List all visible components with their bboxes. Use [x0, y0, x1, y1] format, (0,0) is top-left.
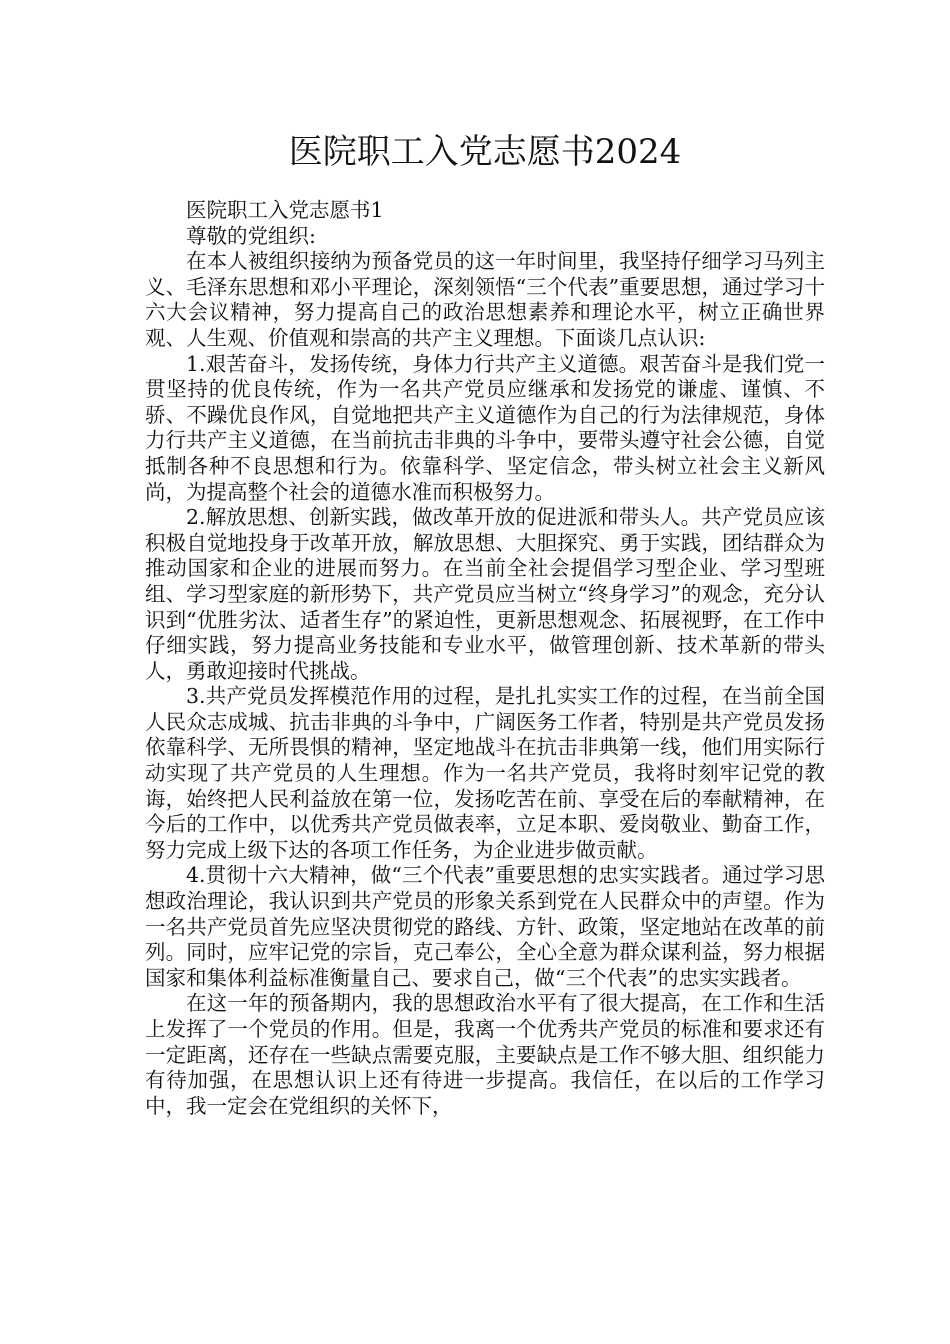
section-heading: 医院职工入党志愿书1: [186, 198, 384, 222]
document-page: [145, 0, 825, 1344]
document-body: [145, 198, 825, 1119]
paragraph-point-2: 2.解放思想、创新实践，做改革开放的促进派和带头人。共产党员应该积极自觉地投身于改革开放，解放思想、大胆探究、勇于实践，团结群众为推动国家和企业的进展而努力。在当前全社会提倡学习型企业、学习型班组、学习型家庭的新形势下，共产党员应当树立“终身学习”的观念，充分认识到“优胜劣汰、适者生存”的紧迫性，更新思想观念、拓展视野，在工作中仔细实践，努力提高业务技能和专业水平，做管理创新、技术革新的带头人，勇敢迎接时代挑战。: [145, 505, 825, 683]
salutation: 尊敬的党组织:: [186, 223, 316, 248]
paragraph-intro: 在本人被组织接纳为预备党员的这一年时间里，我坚持仔细学习马列主义、毛泽东思想和邓小平理论，深刻领悟“三个代表”重要思想，通过学习十六大会议精神，努力提高自己的政治思想素养和理论水平，树立正确世界观、人生观、价值观和崇高的共产主义理想。下面谈几点认识:: [145, 249, 825, 350]
paragraph-point-4: 4.贯彻十六大精神，做“三个代表”重要思想的忠实实践者。通过学习思想政治理论，我认识到共产党员的形象关系到党在人民群众中的声望。作为一名共产党员首先应坚决贯彻党的路线、方针、政策，坚定地站在改革的前列。同时，应牢记党的宗旨，克己奉公，全心全意为群众谋利益，努力根据国家和集体利益标准衡量自己、要求自己，做“三个代表”的忠实实践者。: [145, 863, 825, 990]
paragraph-point-1: 1.艰苦奋斗，发扬传统，身体力行共产主义道德。艰苦奋斗是我们党一贯坚持的优良传统，作为一名共产党员应继承和发扬党的谦虚、谨慎、不骄、不躁优良作风，自觉地把共产主义道德作为自己的行为法律规范，身体力行共产主义道德，在当前抗击非典的斗争中，要带头遵守社会公德，自觉抵制各种不良思想和行为。依靠科学、坚定信念，带头树立社会主义新风尚，为提高整个社会的道德水准而积极努力。: [145, 351, 825, 504]
paragraph-summary: 在这一年的预备期内，我的思想政治水平有了很大提高，在工作和生活上发挥了一个党员的作用。但是，我离一个优秀共产党员的标准和要求还有一定距离，还存在一些缺点需要克服，主要缺点是工作不够大胆、组织能力有待加强，在思想认识上还有待进一步提高。我信任，在以后的工作学习中，我一定会在党组织的关怀下，: [145, 991, 825, 1118]
paragraph-point-3: 3.共产党员发挥模范作用的过程，是扎扎实实工作的过程，在当前全国人民众志成城、抗击非典的斗争中，广阔医务工作者，特别是共产党员发扬依靠科学、无所畏惧的精神，坚定地战斗在抗击非典第一线，他们用实际行动实现了共产党员的人生理想。作为一名共产党员，我将时刻牢记党的教诲，始终把人民利益放在第一位，发扬吃苦在前、享受在后的奉献精神，在今后的工作中，以优秀共产党员做表率，立足本职、爱岗敬业、勤奋工作，努力完成上级下达的各项工作任务，为企业进步做贡献。: [145, 684, 825, 862]
document-title: 医院职工入党志愿书2024: [288, 132, 682, 172]
